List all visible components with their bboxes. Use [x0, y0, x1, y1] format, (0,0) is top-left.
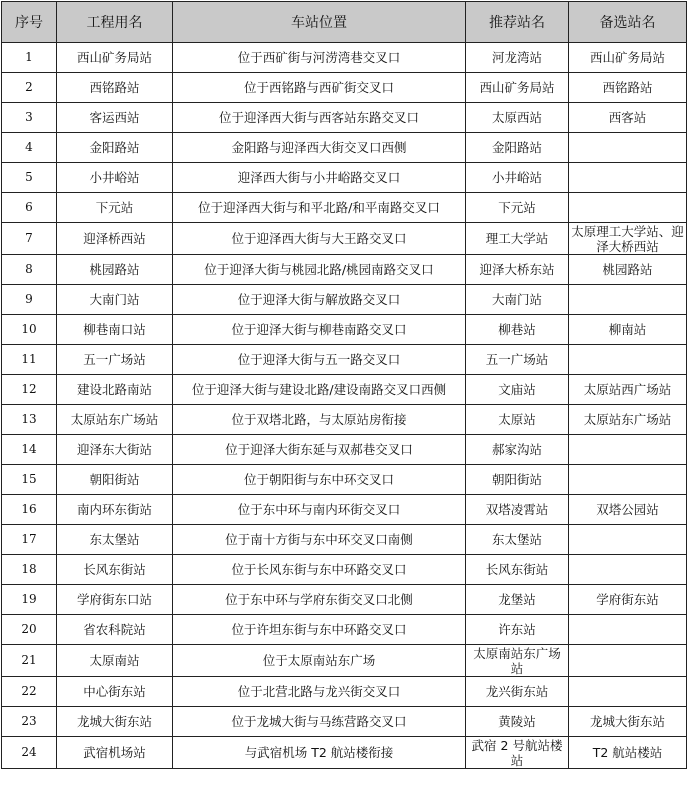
cell-location: 位于迎泽大街与五一路交叉口: [173, 345, 466, 375]
cell-location: 迎泽西大街与小井峪路交叉口: [173, 163, 466, 193]
cell-recommended: 郝家沟站: [466, 435, 569, 465]
cell-recommended: 理工大学站: [466, 223, 569, 255]
cell-index: 8: [2, 255, 57, 285]
cell-index: 6: [2, 193, 57, 223]
cell-recommended: 五一广场站: [466, 345, 569, 375]
cell-location: 位于迎泽大街与桃园北路/桃园南路交叉口: [173, 255, 466, 285]
cell-location: 位于东中环与南内环街交叉口: [173, 495, 466, 525]
cell-index: 2: [2, 73, 57, 103]
cell-alternate: [569, 465, 687, 495]
cell-recommended: 迎泽大桥东站: [466, 255, 569, 285]
cell-alternate: [569, 435, 687, 465]
cell-alternate: 龙城大街东站: [569, 707, 687, 737]
cell-alternate: [569, 645, 687, 677]
table-row: [2, 43, 687, 73]
cell-alternate: 太原站西广场站: [569, 375, 687, 405]
cell-index: 20: [2, 615, 57, 645]
cell-index: 5: [2, 163, 57, 193]
cell-recommended: 西山矿务局站: [466, 73, 569, 103]
cell-location: 位于许坦东街与东中环路交叉口: [173, 615, 466, 645]
table-row: [2, 495, 687, 525]
cell-project-name: 迎泽东大街站: [57, 435, 173, 465]
cell-index: 24: [2, 737, 57, 769]
cell-index: 3: [2, 103, 57, 133]
cell-alternate: 太原理工大学站、迎泽大桥西站: [569, 223, 687, 255]
cell-project-name: 中心街东站: [57, 677, 173, 707]
cell-recommended: 柳巷站: [466, 315, 569, 345]
cell-recommended: 太原西站: [466, 103, 569, 133]
cell-project-name: 长风东街站: [57, 555, 173, 585]
cell-project-name: 金阳路站: [57, 133, 173, 163]
table-body: [2, 43, 687, 769]
cell-project-name: 学府街东口站: [57, 585, 173, 615]
cell-location: 位于迎泽西大街与大王路交叉口: [173, 223, 466, 255]
cell-location: 位于迎泽大街东延与双郝巷交叉口: [173, 435, 466, 465]
cell-recommended: 太原站: [466, 405, 569, 435]
cell-recommended: 大南门站: [466, 285, 569, 315]
cell-project-name: 省农科院站: [57, 615, 173, 645]
cell-alternate: [569, 193, 687, 223]
cell-index: 21: [2, 645, 57, 677]
cell-project-name: 建设北路南站: [57, 375, 173, 405]
cell-index: 17: [2, 525, 57, 555]
cell-location: 位于西铭路与西矿街交叉口: [173, 73, 466, 103]
cell-alternate: [569, 133, 687, 163]
cell-alternate: 桃园路站: [569, 255, 687, 285]
cell-alternate: T2 航站楼站: [569, 737, 687, 769]
table-row: [2, 555, 687, 585]
table-row: [2, 435, 687, 465]
cell-alternate: [569, 163, 687, 193]
cell-alternate: [569, 285, 687, 315]
cell-alternate: 西客站: [569, 103, 687, 133]
table-row: [2, 163, 687, 193]
cell-location: 位于龙城大街与马练营路交叉口: [173, 707, 466, 737]
header-alternate: 备选站名: [569, 2, 687, 43]
cell-index: 11: [2, 345, 57, 375]
cell-recommended: 龙兴街东站: [466, 677, 569, 707]
cell-project-name: 柳巷南口站: [57, 315, 173, 345]
table-row: [2, 103, 687, 133]
cell-recommended: 金阳路站: [466, 133, 569, 163]
cell-location: 位于迎泽大街与建设北路/建设南路交叉口西侧: [173, 375, 466, 405]
cell-recommended: 东太堡站: [466, 525, 569, 555]
cell-project-name: 下元站: [57, 193, 173, 223]
cell-location: 位于迎泽西大街与西客站东路交叉口: [173, 103, 466, 133]
cell-index: 4: [2, 133, 57, 163]
table-row: [2, 223, 687, 255]
cell-index: 16: [2, 495, 57, 525]
cell-project-name: 大南门站: [57, 285, 173, 315]
cell-recommended: 文庙站: [466, 375, 569, 405]
cell-location: 位于西矿街与河涝湾巷交叉口: [173, 43, 466, 73]
cell-project-name: 桃园路站: [57, 255, 173, 285]
table-row: [2, 677, 687, 707]
cell-project-name: 迎泽桥西站: [57, 223, 173, 255]
table-row: [2, 285, 687, 315]
table-row: [2, 405, 687, 435]
cell-recommended: 下元站: [466, 193, 569, 223]
cell-recommended: 河龙湾站: [466, 43, 569, 73]
header-recommended: 推荐站名: [466, 2, 569, 43]
cell-alternate: 柳南站: [569, 315, 687, 345]
table-row: [2, 525, 687, 555]
cell-index: 19: [2, 585, 57, 615]
table-row: [2, 645, 687, 677]
cell-location: 位于南十方街与东中环交叉口南侧: [173, 525, 466, 555]
cell-location: 位于迎泽大街与柳巷南路交叉口: [173, 315, 466, 345]
cell-index: 15: [2, 465, 57, 495]
cell-recommended: 朝阳街站: [466, 465, 569, 495]
cell-alternate: [569, 345, 687, 375]
header-row: [2, 2, 687, 43]
cell-location: 位于朝阳街与东中环交叉口: [173, 465, 466, 495]
cell-index: 12: [2, 375, 57, 405]
cell-index: 18: [2, 555, 57, 585]
table-row: [2, 73, 687, 103]
cell-index: 10: [2, 315, 57, 345]
cell-alternate: 西铭路站: [569, 73, 687, 103]
cell-project-name: 东太堡站: [57, 525, 173, 555]
table-row: [2, 345, 687, 375]
cell-index: 14: [2, 435, 57, 465]
table-row: [2, 585, 687, 615]
cell-index: 1: [2, 43, 57, 73]
cell-project-name: 客运西站: [57, 103, 173, 133]
cell-project-name: 南内环东街站: [57, 495, 173, 525]
cell-recommended: 双塔凌霄站: [466, 495, 569, 525]
cell-project-name: 武宿机场站: [57, 737, 173, 769]
cell-index: 7: [2, 223, 57, 255]
cell-alternate: [569, 555, 687, 585]
header-location: 车站位置: [173, 2, 466, 43]
table-row: [2, 193, 687, 223]
cell-alternate: [569, 615, 687, 645]
cell-index: 9: [2, 285, 57, 315]
cell-recommended: 小井峪站: [466, 163, 569, 193]
cell-alternate: 学府街东站: [569, 585, 687, 615]
cell-location: 位于迎泽大街与解放路交叉口: [173, 285, 466, 315]
table-row: [2, 615, 687, 645]
cell-index: 13: [2, 405, 57, 435]
cell-location: 位于双塔北路，与太原站房衔接: [173, 405, 466, 435]
cell-recommended: 龙堡站: [466, 585, 569, 615]
cell-alternate: 西山矿务局站: [569, 43, 687, 73]
cell-recommended: 许东站: [466, 615, 569, 645]
cell-location: 位于北营北路与龙兴街交叉口: [173, 677, 466, 707]
cell-project-name: 西山矿务局站: [57, 43, 173, 73]
cell-location: 位于东中环与学府东街交叉口北侧: [173, 585, 466, 615]
cell-index: 22: [2, 677, 57, 707]
cell-project-name: 龙城大街东站: [57, 707, 173, 737]
cell-project-name: 西铭路站: [57, 73, 173, 103]
header-index: 序号: [2, 2, 57, 43]
cell-alternate: 太原站东广场站: [569, 405, 687, 435]
table-row: [2, 375, 687, 405]
cell-project-name: 五一广场站: [57, 345, 173, 375]
cell-alternate: [569, 525, 687, 555]
cell-alternate: [569, 677, 687, 707]
table-row: [2, 255, 687, 285]
cell-location: 位于迎泽西大街与和平北路/和平南路交叉口: [173, 193, 466, 223]
cell-location: 与武宿机场 T2 航站楼衔接: [173, 737, 466, 769]
table-row: [2, 707, 687, 737]
cell-alternate: 双塔公园站: [569, 495, 687, 525]
table-row: [2, 315, 687, 345]
cell-index: 23: [2, 707, 57, 737]
cell-recommended: 武宿 2 号航站楼站: [466, 737, 569, 769]
cell-project-name: 太原站东广场站: [57, 405, 173, 435]
cell-recommended: 黄陵站: [466, 707, 569, 737]
table-row: [2, 737, 687, 769]
cell-project-name: 朝阳街站: [57, 465, 173, 495]
cell-project-name: 小井峪站: [57, 163, 173, 193]
header-project-name: 工程用名: [57, 2, 173, 43]
table-row: [2, 465, 687, 495]
cell-location: 位于长风东街与东中环路交叉口: [173, 555, 466, 585]
cell-recommended: 长风东街站: [466, 555, 569, 585]
table-row: [2, 133, 687, 163]
cell-location: 位于太原南站东广场: [173, 645, 466, 677]
cell-location: 金阳路与迎泽西大街交叉口西侧: [173, 133, 466, 163]
station-name-table: [1, 1, 687, 769]
cell-recommended: 太原南站东广场站: [466, 645, 569, 677]
cell-project-name: 太原南站: [57, 645, 173, 677]
